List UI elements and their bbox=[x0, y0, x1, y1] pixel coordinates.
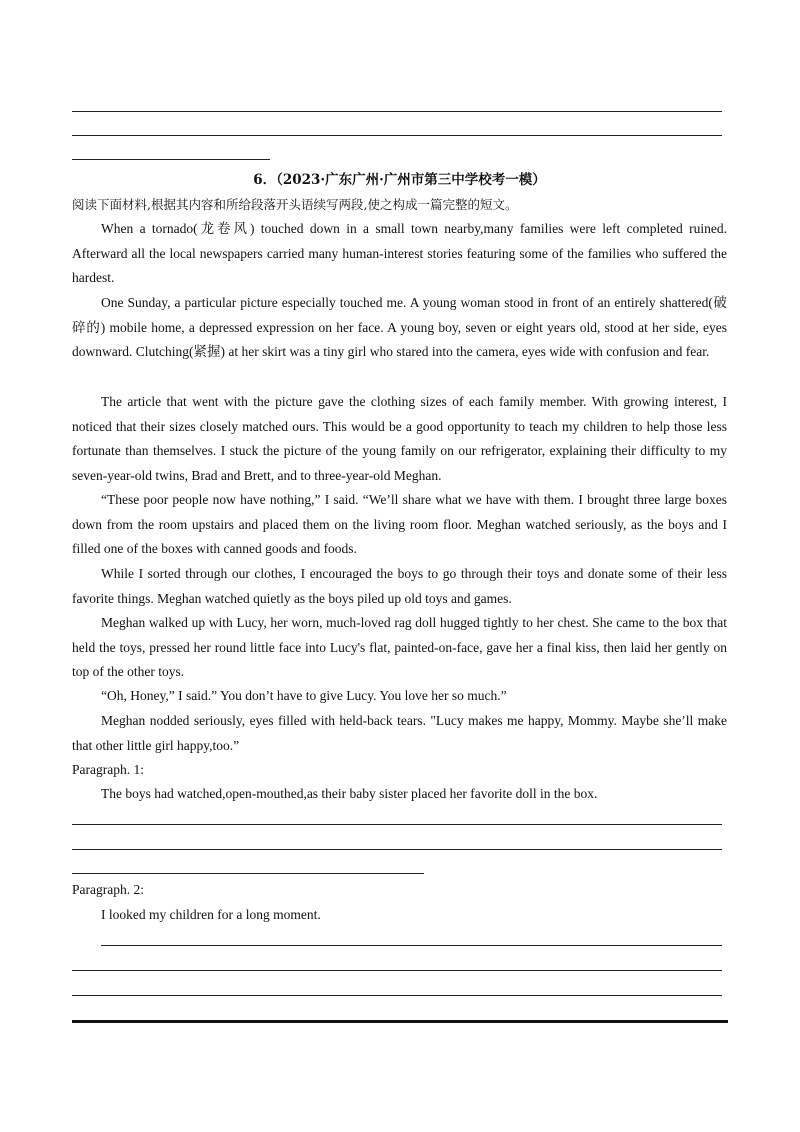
writing-line[interactable] bbox=[101, 945, 722, 946]
story-paragraph-1: When a tornado(龙卷风) touched down in a small town nearby,many families were left completed ruined. Afterward all the local newspapers carried many human-interest stories featuring some of the families who suffered the hardest. bbox=[72, 221, 727, 285]
story-paragraph-5: While I sorted through our clothes, I encouraged the boys to go through their toys and donate some of their less favorite things. Meghan watched quietly as the boys piled up old toys and games. bbox=[72, 566, 727, 606]
answer-line bbox=[72, 135, 722, 136]
question-heading: 6．（2023·广东广州·广州市第三中学校考一模） bbox=[253, 172, 546, 188]
story-paragraph-4: “These poor people now have nothing,” I said. “We’ll share what we have with them. I brought three large boxes down from the room upstairs and placed them on the living room floor. Meghan watched seriously, as the boys and I filled one of the boxes with canned goods and foods. bbox=[72, 492, 727, 556]
writing-line[interactable] bbox=[72, 824, 722, 825]
writing-line[interactable] bbox=[72, 970, 722, 971]
paragraph1-label: Paragraph. 1: bbox=[72, 762, 144, 777]
story-paragraph-8: Meghan nodded seriously, eyes filled with held-back tears. "Lucy makes me happy, Mommy. Maybe she’ll make that other little girl happy,too.” bbox=[72, 713, 727, 753]
answer-line bbox=[72, 111, 722, 112]
answer-line bbox=[72, 159, 270, 160]
paragraph1-opening: The boys had watched,open-mouthed,as their baby sister placed her favorite doll in the box. bbox=[101, 786, 598, 801]
story-paragraph-7: “Oh, Honey,” I said.” You don’t have to give Lucy. You love her so much.” bbox=[101, 688, 507, 703]
story-paragraph-2: One Sunday, a particular picture especially touched me. A young woman stood in front of an entirely shattered(破碎的) mobile home, a depressed expression on her face. A young boy, seven or eight years old, stood at her side, eyes downward. Clutching(紧握) at her skirt was a tiny girl who stared into the camera, eyes wide with confusion and fear. bbox=[72, 295, 727, 359]
story-paragraph-3: The article that went with the picture gave the clothing sizes of each family member. With growing interest, I noticed that their sizes closely matched ours. This would be a good opportunity to teach my children to help those less fortunate than themselves. I stuck the picture of the young family on our refrigerator, explaining their difficulty to my seven-year-old twins, Brad and Brett, and to three-year-old Meghan. bbox=[72, 394, 727, 483]
paragraph2-opening: I looked my children for a long moment. bbox=[101, 907, 321, 922]
writing-line[interactable] bbox=[72, 873, 424, 874]
writing-line[interactable] bbox=[72, 995, 722, 996]
writing-line[interactable] bbox=[72, 849, 722, 850]
paragraph2-label: Paragraph. 2: bbox=[72, 882, 144, 897]
instructions: 阅读下面材料,根据其内容和所给段落开头语续写两段,使之构成一篇完整的短文。 bbox=[72, 197, 518, 212]
section-divider bbox=[72, 1020, 728, 1023]
story-paragraph-6: Meghan walked up with Lucy, her worn, much-loved rag doll hugged tightly to her chest. She came to the box that held the toys, pressed her round little face into Lucy's flat, painted-on-face, gave her a final kiss, then laid her gently on top of the other toys. bbox=[72, 615, 727, 679]
